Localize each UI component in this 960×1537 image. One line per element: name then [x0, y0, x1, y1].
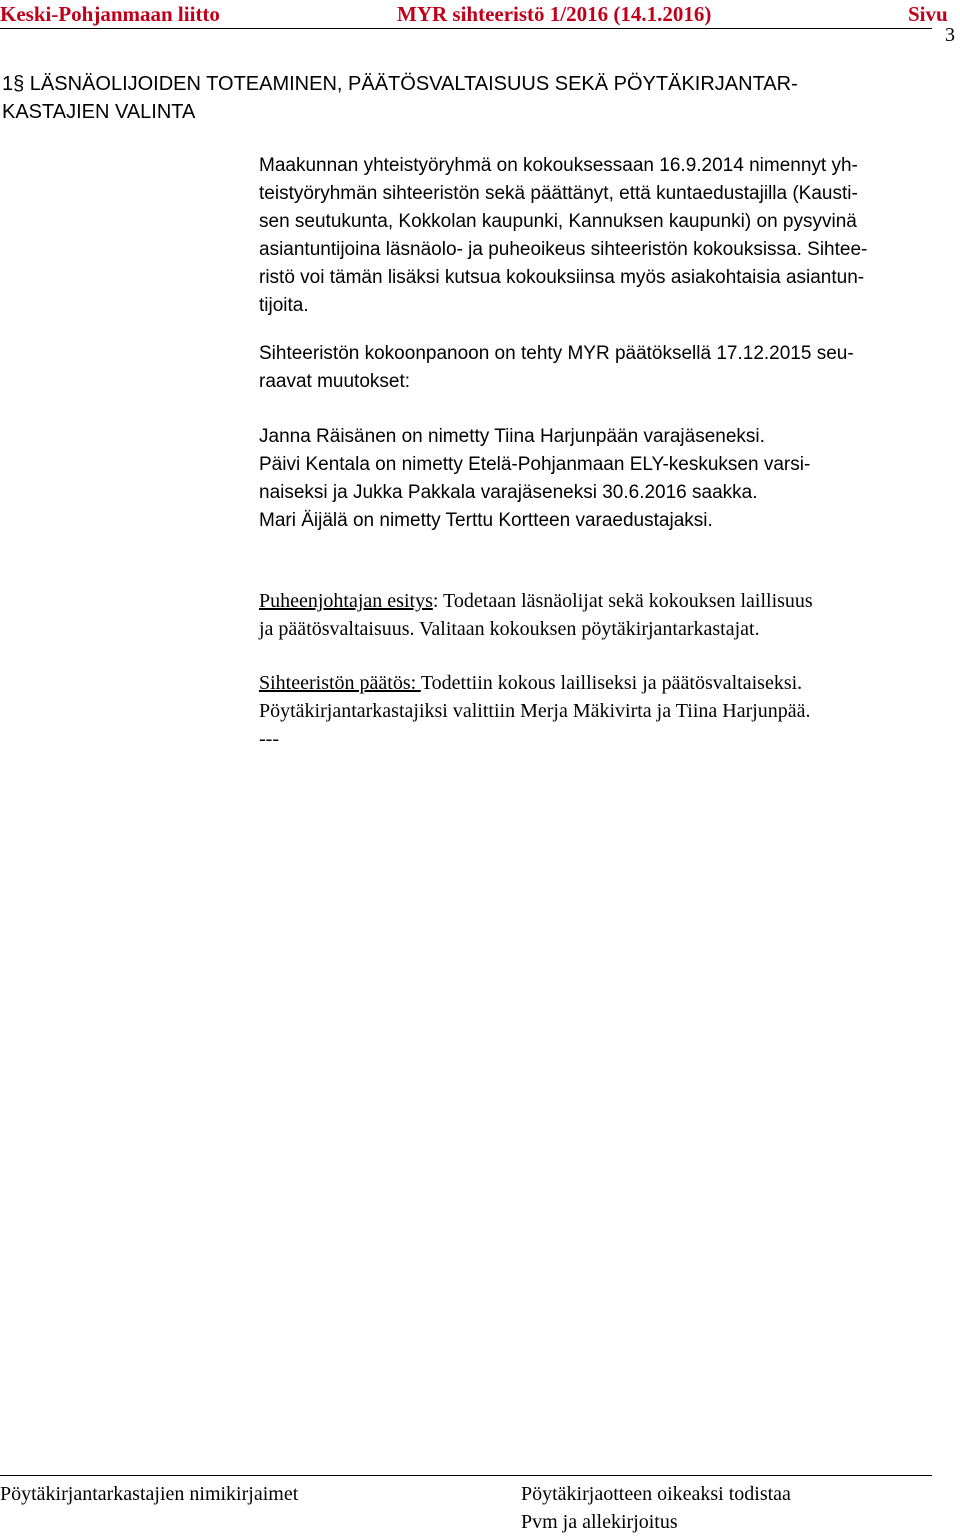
proposal-text-1: Todetaan läsnäolijat sekä kokouksen laillisuus: [438, 590, 813, 612]
list-item: Päivi Kentala on nimetty Etelä-Pohjanmaan ELY-keskuksen varsi-: [259, 454, 811, 475]
changes-list: [259, 423, 939, 535]
list-item: naiseksi ja Jukka Pakkala varajäseneksi 30.6.2016 saakka.: [259, 482, 758, 503]
paragraph-line: teistyöryhmän sihteeristön sekä päättänyt, että kuntaedustajilla (Kausti-: [259, 183, 858, 204]
proposal-line-1: [259, 587, 939, 615]
end-mark: ---: [259, 728, 279, 750]
secretariat-decision: [259, 669, 939, 753]
footer-divider: [0, 1475, 932, 1476]
section-heading-line-1: 1§ LÄSNÄOLIJOIDEN TOTEAMINEN, PÄÄTÖSVALTAISUUS SEKÄ PÖYTÄKIRJANTAR-: [2, 73, 798, 95]
header-page-label: Sivu: [908, 2, 948, 26]
decision-text-1: Todettiin kokous lailliseksi ja päätösvaltaiseksi.: [420, 672, 803, 694]
proposal-text-2: ja päätösvaltaisuus. Valitaan kokouksen pöytäkirjantarkastajat.: [259, 618, 760, 640]
paragraph-line: asiantuntijoina läsnäolo- ja puheoikeus sihteeristön kokouksissa. Sihtee-: [259, 239, 868, 260]
header-divider: [0, 28, 932, 29]
paragraph-line: Sihteeristön kokoonpanoon on tehty MYR päätöksellä 17.12.2015 seu-: [259, 343, 854, 364]
proposal-separator: :: [432, 590, 439, 612]
paragraph-line: ristö voi tämän lisäksi kutsua kokouksiinsa myös asiakohtaisia asiantun-: [259, 267, 865, 288]
footer-date-signature-label: Pvm ja allekirjoitus: [521, 1511, 678, 1533]
footer-certification-label: Pöytäkirjaotteen oikeaksi todistaa: [521, 1483, 791, 1505]
header-organization: Keski-Pohjanmaan liitto: [0, 2, 220, 26]
decision-label: Sihteeristön päätös:: [259, 672, 421, 694]
paragraph-line: raavat muutokset:: [259, 371, 411, 392]
footer-initials-label: Pöytäkirjantarkastajien nimikirjaimet: [0, 1483, 299, 1505]
background-paragraph: [259, 152, 939, 320]
header-document-title: MYR sihteeristö 1/2016 (14.1.2016): [397, 2, 712, 26]
decision-text-2: Pöytäkirjantarkastajiksi valittiin Merja Mäkivirta ja Tiina Harjunpää.: [259, 700, 811, 722]
paragraph-line: Maakunnan yhteistyöryhmä on kokouksessaan 16.9.2014 nimennyt yh-: [259, 155, 858, 176]
list-item: Janna Räisänen on nimetty Tiina Harjunpään varajäseneksi.: [259, 426, 765, 447]
composition-paragraph: [259, 340, 939, 396]
decision-line-1: [259, 669, 939, 697]
list-item: Mari Äijälä on nimetty Terttu Kortteen varaedustajaksi.: [259, 510, 713, 531]
paragraph-line: sen seutukunta, Kokkolan kaupunki, Kannuksen kaupunki) on pysyvinä: [259, 211, 857, 232]
page-number: 3: [945, 24, 955, 46]
proposal-label: Puheenjohtajan esitys: [259, 590, 433, 612]
chair-proposal: [259, 587, 939, 643]
section-heading-line-2: KASTAJIEN VALINTA: [2, 101, 196, 123]
paragraph-line: tijoita.: [259, 295, 309, 316]
section-heading: [2, 70, 952, 126]
